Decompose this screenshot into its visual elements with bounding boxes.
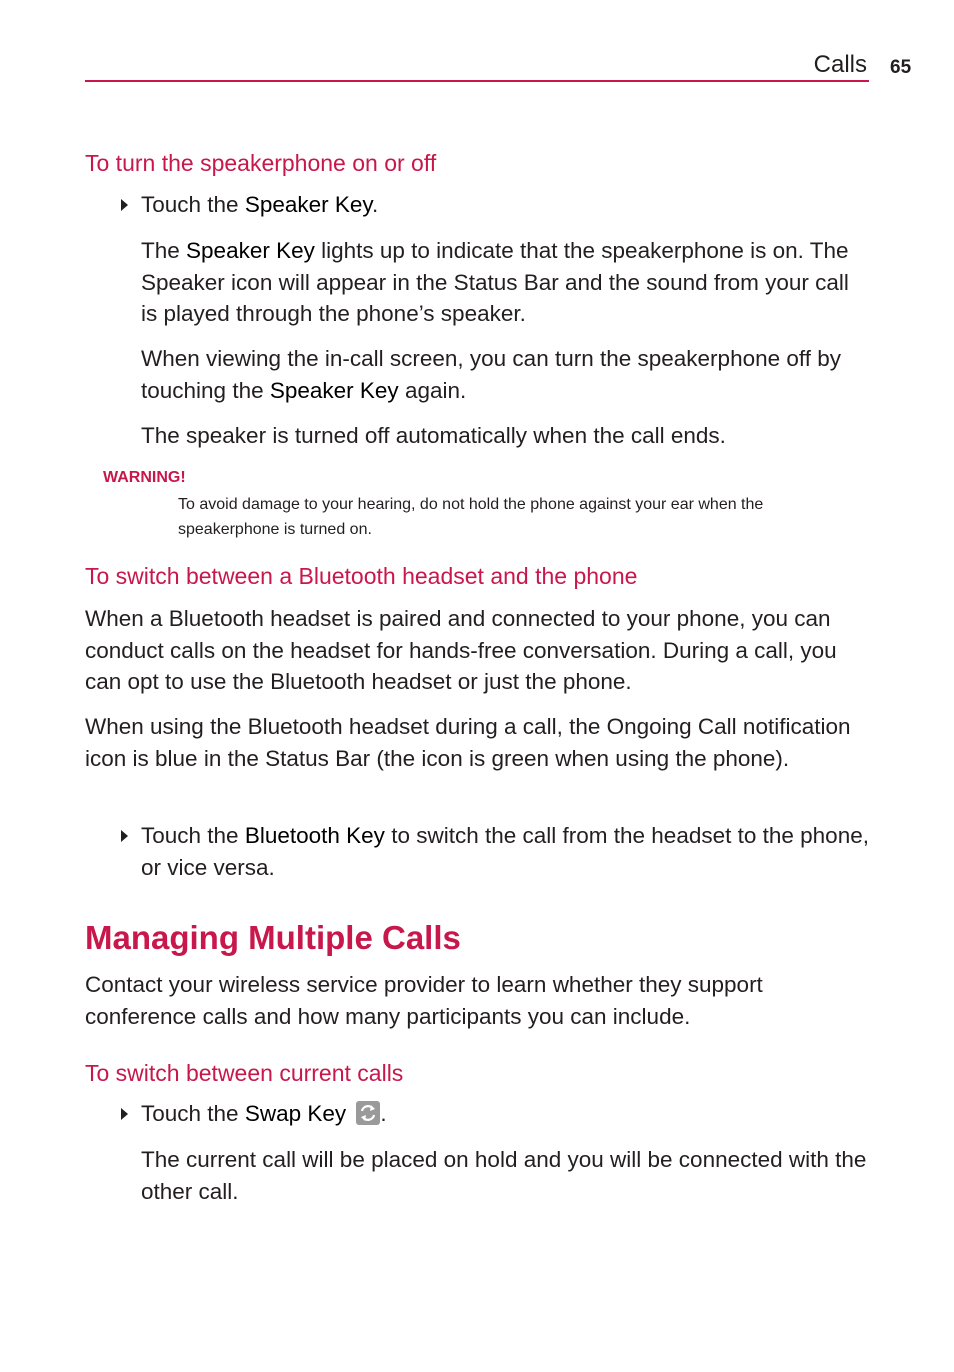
managing-multiple-calls-title: Managing Multiple Calls: [85, 919, 461, 956]
page-header: [85, 50, 869, 82]
bluetooth-paragraph-2: When using the Bluetooth headset during a call, the Ongoing Call notification icon is blue in the Status Bar (the icon is green when using the phone).: [85, 714, 851, 771]
bullet-arrow-icon: [121, 830, 128, 842]
swap-key-label: Swap Key: [244, 1101, 347, 1126]
bluetooth-heading: To switch between a Bluetooth headset and the phone: [85, 563, 638, 589]
switch-calls-bullet: Touch the Swap Key .: [121, 1098, 871, 1130]
page-number: 65: [890, 57, 912, 78]
switch-calls-paragraph: The current call will be placed on hold and you will be connected with the other call.: [141, 1147, 867, 1204]
speakerphone-paragraph-1: The Speaker Key lights up to indicate that the speakerphone is on. The Speaker icon will appear in the Status Bar and the sound from your call is played through the phone’s speaker.: [141, 238, 849, 326]
bluetooth-paragraph-1: When a Bluetooth headset is paired and connected to your phone, you can conduct calls on the headset for hands-free conversation. During a call, you can opt to use the Bluetooth headset or just the phone.: [85, 606, 837, 694]
bullet-arrow-icon: [121, 1108, 128, 1120]
warning-text: To avoid damage to your hearing, do not hold the phone against your ear when the speakerphone is turned on.: [178, 496, 764, 538]
section-title: Calls: [813, 51, 867, 78]
multiple-calls-intro: Contact your wireless service provider to learn whether they support conference calls and how many participants you can include.: [85, 972, 763, 1029]
bluetooth-bullet: Touch the Bluetooth Key to switch the call from the headset to the phone, or vice versa.: [121, 820, 871, 883]
swap-icon: [356, 1101, 380, 1125]
speakerphone-paragraph-2: When viewing the in-call screen, you can turn the speakerphone off by touching the Speaker Key again.: [141, 346, 841, 403]
warning-label: WARNING!: [103, 469, 186, 486]
switch-calls-heading: To switch between current calls: [85, 1060, 404, 1086]
bluetooth-key-label: Bluetooth Key: [244, 823, 385, 848]
speakerphone-bullet: Touch the Speaker Key.: [121, 189, 871, 221]
speakerphone-heading: To turn the speakerphone on or off: [85, 150, 437, 176]
speaker-key-label: Speaker Key: [244, 192, 372, 217]
bullet-arrow-icon: [121, 199, 128, 211]
speakerphone-paragraph-3: The speaker is turned off automatically when the call ends.: [141, 423, 726, 448]
